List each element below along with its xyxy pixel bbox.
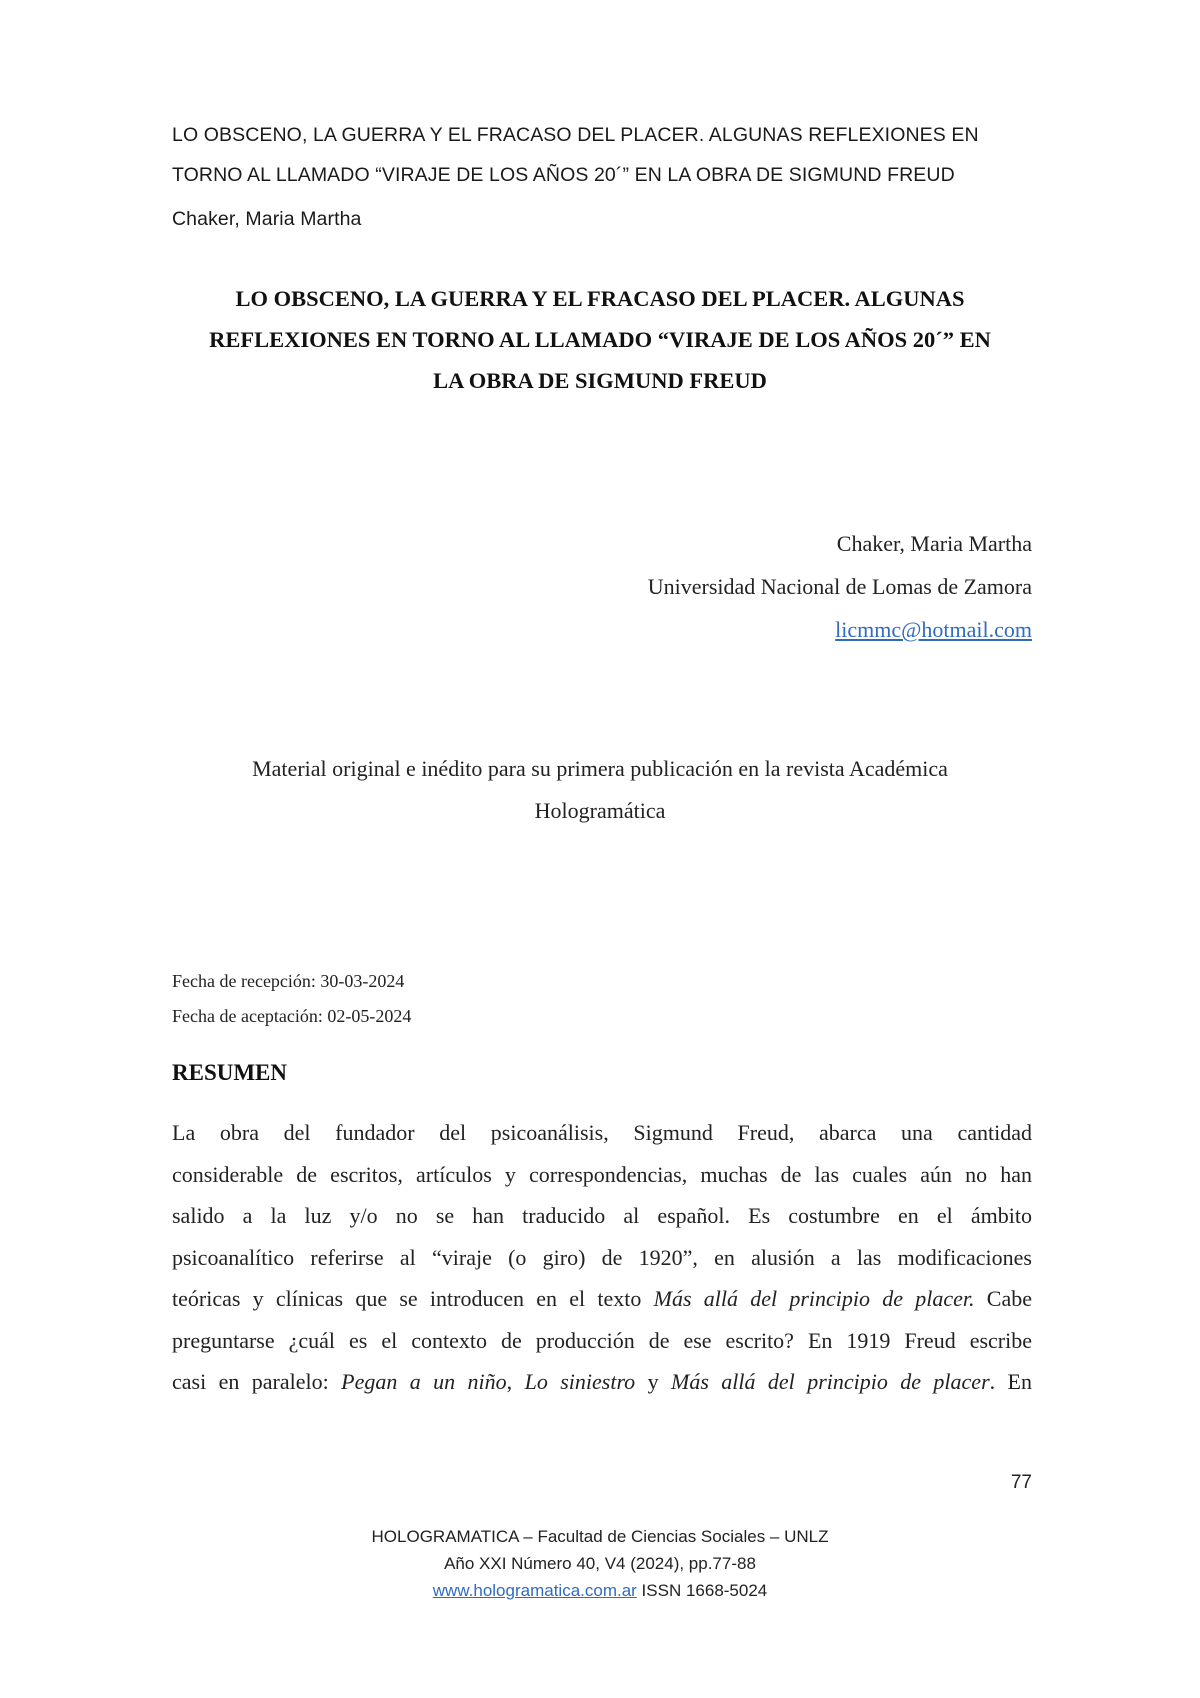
abstract-line-7-text-d: . En <box>989 1369 1032 1394</box>
reception-date: Fecha de recepción: 30-03-2024 <box>172 971 405 991</box>
abstract-line-5-text-a: teóricas y clínicas que se introducen en el texto <box>172 1286 654 1311</box>
abstract-line-7-text-b: , <box>506 1369 525 1394</box>
abstract-heading: RESUMEN <box>172 1060 288 1085</box>
running-header-line-1: LO OBSCENO, LA GUERRA Y EL FRACASO DEL PLACER. ALGUNAS REFLEXIONES EN <box>172 124 979 146</box>
abstract-line-2: considerable de escritos, artículos y correspondencias, muchas de las cuales aún no han <box>172 1161 1032 1187</box>
journal-website-link[interactable]: www.hologramatica.com.ar <box>432 1581 637 1600</box>
publication-note <box>150 748 1050 832</box>
abstract-line-7-italic-title-2: Lo siniestro <box>524 1369 636 1394</box>
abstract-line-4: psicoanalítico referirse al “viraje (o giro) de 1920”, en alusión a las modificaciones <box>172 1244 1032 1270</box>
title-line-1: LO OBSCENO, LA GUERRA Y EL FRACASO DEL PLACER. ALGUNAS <box>235 286 965 311</box>
title-line-3: LA OBRA DE SIGMUND FREUD <box>433 368 767 393</box>
publication-note-line-1: Material original e inédito para su primera publicación en la revista Académica <box>252 756 948 781</box>
page-footer <box>300 1523 900 1604</box>
abstract-line-7-text-a: casi en paralelo: <box>172 1369 342 1394</box>
author-email-link[interactable]: licmmc@hotmail.com <box>835 617 1032 642</box>
abstract-line-7-italic-title-1: Pegan a un niño <box>341 1369 507 1394</box>
page-number: 77 <box>1010 1472 1032 1493</box>
abstract-line-3: salido a la luz y/o no se han traducido al español. Es costumbre en el ámbito <box>172 1203 1032 1228</box>
running-header-line-2: TORNO AL LLAMADO “VIRAJE DE LOS AÑOS 20´” EN LA OBRA DE SIGMUND FREUD <box>172 164 955 186</box>
footer-line-1: HOLOGRAMATICA – Facultad de Ciencias Sociales – UNLZ <box>371 1527 829 1546</box>
abstract-line-6: preguntarse ¿cuál es el contexto de producción de ese escrito? En 1919 Freud escribe <box>172 1327 1032 1353</box>
running-header-author: Chaker, Maria Martha <box>172 208 362 230</box>
author-block <box>648 522 1032 651</box>
abstract-line-5-italic-title: Más allá del principio de placer. <box>653 1286 975 1311</box>
abstract-line-7 <box>172 1361 1032 1403</box>
issn: ISSN 1668-5024 <box>636 1581 768 1600</box>
footer-line-3 <box>300 1577 900 1604</box>
abstract-line-7-text-c: y <box>635 1369 671 1394</box>
author-affiliation: Universidad Nacional de Lomas de Zamora <box>647 574 1032 599</box>
abstract-line-5-text-b: Cabe <box>974 1286 1032 1311</box>
dates-block <box>172 964 411 1034</box>
abstract-line-5 <box>172 1278 1032 1320</box>
article-title <box>150 278 1050 401</box>
title-line-2: REFLEXIONES EN TORNO AL LLAMADO “VIRAJE DE LOS AÑOS 20´” EN <box>209 327 991 352</box>
abstract-body <box>172 1112 1032 1403</box>
abstract-line-1: La obra del fundador del psicoanálisis, Sigmund Freud, abarca una cantidad <box>172 1120 1032 1145</box>
author-name: Chaker, Maria Martha <box>836 531 1032 556</box>
abstract-line-7-italic-title-3: Más allá del principio de placer <box>671 1369 990 1394</box>
publication-note-line-2: Hologramática <box>534 798 666 823</box>
footer-line-2: Año XXI Número 40, V4 (2024), pp.77-88 <box>444 1554 756 1573</box>
acceptance-date: Fecha de aceptación: 02-05-2024 <box>172 1006 412 1026</box>
